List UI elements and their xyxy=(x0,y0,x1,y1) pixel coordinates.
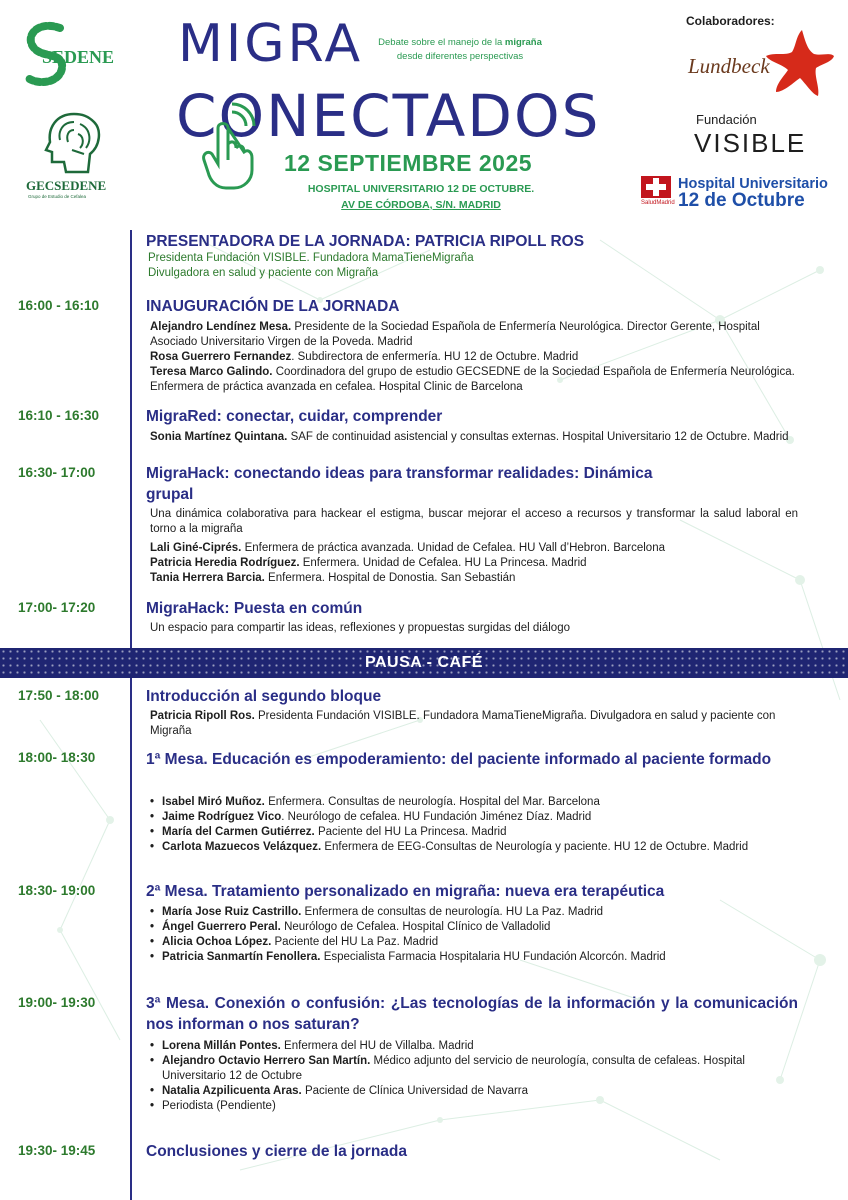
tagline-part1: Debate sobre el manejo de la xyxy=(378,37,505,48)
speaker xyxy=(150,350,798,365)
speaker-desc: Coordinadora del grupo de estudio GECSEDNE de la Sociedad Española de Enfermería Neurológica. Enfermera de práctica avanzada en cefalea. Hospital Clinic de Barcelona xyxy=(150,366,795,393)
speaker-desc: . Subdirectora de enfermería. HU 12 de Octubre. Madrid xyxy=(291,351,579,363)
speaker xyxy=(150,1039,798,1054)
session-time: 18:00- 18:30 xyxy=(18,750,96,765)
hospital-logo-line2: 12 de Octubre xyxy=(678,190,805,211)
speaker-name: Isabel Miró Muñoz. xyxy=(162,796,265,808)
lundbeck-logo: Lundbeck xyxy=(688,54,770,78)
speaker-name: Tania Herrera Barcia. xyxy=(150,572,265,584)
speaker-name: Rosa Guerrero Fernandez xyxy=(150,351,292,363)
salud-madrid-label: SaludMadrid xyxy=(641,200,675,206)
session-time: 16:10 - 16:30 xyxy=(18,408,100,423)
speaker-desc: . Neurólogo de cefalea. HU Fundación Jiménez Díaz. Madrid xyxy=(281,811,592,823)
red-star-icon xyxy=(762,26,838,102)
speaker-list xyxy=(150,1039,798,1114)
gecsedene-logo-text: GECSEDENE xyxy=(26,178,107,193)
cross-vertical xyxy=(653,178,659,196)
session-speakers xyxy=(150,905,798,965)
session-time: 19:00- 19:30 xyxy=(18,995,96,1010)
fundacion-label: Fundación xyxy=(696,112,757,127)
speaker xyxy=(150,541,798,556)
presenter-line1: Presidenta Fundación VISIBLE. Fundadora MamaTieneMigraña xyxy=(148,252,474,264)
session-speakers xyxy=(150,320,798,395)
speaker-desc: Paciente del HU La Paz. Madrid xyxy=(271,936,439,948)
speaker-desc: Enfermera del HU de Villalba. Madrid xyxy=(280,1040,474,1052)
speaker-name: Alejandro Octavio Herrero San Martín. xyxy=(162,1055,371,1067)
session-speakers xyxy=(150,795,798,855)
speaker-desc: Enfermera. Consultas de neurología. Hospital del Mar. Barcelona xyxy=(264,796,600,808)
speaker-desc: Enfermera de EEG-Consultas de Neurología y paciente. HU 12 de Octubre. Madrid xyxy=(321,841,749,853)
speaker xyxy=(150,571,798,586)
speaker-name: Patricia Sanmartín Fenollera. xyxy=(162,951,321,963)
speaker xyxy=(150,840,798,855)
session-title: Conclusiones y cierre de la jornada xyxy=(146,1143,408,1160)
speaker xyxy=(150,365,798,395)
session-speakers xyxy=(150,430,798,445)
event-title-migra: MIGRA xyxy=(178,14,364,74)
hand-pointer-icon xyxy=(202,94,262,194)
session-title: 3ª Mesa. Conexión o confusión: ¿Las tecnologías de la información y la comunicación nos informan o nos saturan? xyxy=(146,995,798,1033)
speaker-desc: Médico adjunto del servicio de neurología, consulta de cefaleas. Hospital Universitario 12 de Octubre xyxy=(162,1055,745,1082)
speaker xyxy=(150,795,798,810)
speaker-name: Natalia Azpilicuenta Aras. xyxy=(162,1085,302,1097)
session-speakers xyxy=(150,1039,798,1114)
speaker-name: Ángel Guerrero Peral. xyxy=(162,921,281,933)
event-venue xyxy=(262,181,580,213)
speaker-list xyxy=(150,795,798,855)
session-title: MigraHack: Puesta en común xyxy=(146,600,363,617)
speaker-list xyxy=(150,905,798,965)
speaker xyxy=(150,1099,798,1114)
speaker-desc: Enfermera de consultas de neurología. HU La Paz. Madrid xyxy=(301,906,604,918)
session-time: 16:00 - 16:10 xyxy=(18,298,100,313)
session-title: INAUGURACIÓN DE LA JORNADA xyxy=(146,298,400,315)
event-date: 12 SEPTIEMBRE 2025 xyxy=(284,150,533,176)
speaker xyxy=(150,709,798,739)
coffee-break-band xyxy=(0,648,848,678)
speaker-desc: Paciente del HU La Princesa. Madrid xyxy=(314,826,507,838)
session-title: Introducción al segundo bloque xyxy=(146,688,382,705)
speaker xyxy=(150,935,798,950)
speaker xyxy=(150,905,798,920)
speaker-desc: Presidente de la Sociedad Española de Enfermería Neurológica. Director Gerente, Hospital Asociado Universitario Virgen de la Poveda. Madrid xyxy=(150,321,760,348)
sponsors-title: Colaboradores: xyxy=(686,14,775,28)
tagline-part2: desde diferentes perspectivas xyxy=(396,51,524,62)
session-intro: Una dinámica colaborativa para hackear el estigma, buscar mejorar el acceso a recursos y transformar la salud laboral en torno a la migraña xyxy=(150,508,798,535)
session-intro: Un espacio para compartir las ideas, reflexiones y propuestas surgidas del diálogo xyxy=(150,622,570,634)
speaker-desc: Presidenta Fundación VISIBLE. Fundadora MamaTieneMigraña. Divulgadora en salud y paciente con Migraña xyxy=(150,710,776,737)
speaker-desc: Enfermera de práctica avanzada. Unidad de Cefalea. HU Vall d’Hebron. Barcelona xyxy=(241,542,665,554)
gecsedene-logo xyxy=(26,110,122,202)
event-tagline xyxy=(360,36,560,64)
speaker-name: Lali Giné-Ciprés. xyxy=(150,542,242,554)
timeline-line-top xyxy=(130,230,132,648)
gecsedene-logo-subtitle: Grupo de Estudio de Cefalea xyxy=(28,194,87,199)
session-title: MigraRed: conectar, cuidar, comprender xyxy=(146,408,443,425)
speaker xyxy=(150,1054,798,1084)
speaker-desc: Periodista (Pendiente) xyxy=(162,1100,276,1112)
speaker-name: María del Carmen Gutiérrez. xyxy=(162,826,315,838)
speaker xyxy=(150,950,798,965)
session-speakers xyxy=(150,541,798,586)
salud-madrid-cross-icon xyxy=(641,176,671,198)
speaker xyxy=(150,556,798,571)
session-title: MigraHack: conectando ideas para transformar realidades: Dinámica grupal xyxy=(146,465,653,503)
speaker-desc: Enfermera. Hospital de Donostia. San Sebastián xyxy=(264,572,516,584)
speaker xyxy=(150,320,798,350)
presenter-title: PRESENTADORA DE LA JORNADA: PATRICIA RIPOLL ROS xyxy=(146,233,585,250)
hospital-logo-line1: Hospital Universitario xyxy=(678,176,828,192)
session-time: 17:50 - 18:00 xyxy=(18,688,100,703)
presenter-line2: Divulgadora en salud y paciente con Migraña xyxy=(148,267,379,279)
sedene-logo xyxy=(18,20,122,90)
venue-address-link[interactable]: AV DE CÓRDOBA, S/N. MADRID xyxy=(341,199,501,211)
speaker-desc: SAF de continuidad asistencial y consultas externas. Hospital Universitario 12 de Octubre. Madrid xyxy=(287,431,789,443)
speaker-desc: Enfermera. Unidad de Cefalea. HU La Princesa. Madrid xyxy=(299,557,587,569)
coffee-break-label: PAUSA - CAFÉ xyxy=(365,654,483,671)
speaker-name: Alejandro Lendínez Mesa. xyxy=(150,321,292,333)
speaker-desc: Paciente de Clínica Universidad de Navarra xyxy=(301,1085,529,1097)
speaker-name: Patricia Ripoll Ros. xyxy=(150,710,255,722)
visible-logo: VISIBLE xyxy=(694,128,807,158)
tagline-bold: migraña xyxy=(504,37,542,48)
head-maze-icon xyxy=(44,110,104,176)
session-title: 2ª Mesa. Tratamiento personalizado en migraña: nueva era terapéutica xyxy=(146,883,665,900)
speaker-name: María Jose Ruiz Castrillo. xyxy=(162,906,302,918)
session-time: 17:00- 17:20 xyxy=(18,600,96,615)
speaker-name: Patricia Heredia Rodríguez. xyxy=(150,557,300,569)
speaker-name: Teresa Marco Galindo. xyxy=(150,366,273,378)
speaker-desc: Neurólogo de Cefalea. Hospital Clínico de Valladolid xyxy=(280,921,551,933)
timeline-line-bottom xyxy=(130,678,132,1200)
speaker-name: Alicia Ochoa López. xyxy=(162,936,272,948)
venue-line1: HOSPITAL UNIVERSITARIO 12 DE OCTUBRE. xyxy=(307,183,535,195)
speaker-name: Carlota Mazuecos Velázquez. xyxy=(162,841,322,853)
speaker xyxy=(150,1084,798,1099)
speaker xyxy=(150,825,798,840)
session-time: 18:30- 19:00 xyxy=(18,883,96,898)
speaker-name: Jaime Rodríguez Vico xyxy=(162,811,282,823)
speaker xyxy=(150,810,798,825)
speaker xyxy=(150,920,798,935)
session-title: 1ª Mesa. Educación es empoderamiento: del paciente informado al paciente formado xyxy=(146,751,772,768)
sedene-logo-text: SEDENE xyxy=(42,47,115,67)
speaker-name: Lorena Millán Pontes. xyxy=(162,1040,281,1052)
session-time: 19:30- 19:45 xyxy=(18,1143,96,1158)
session-time: 16:30- 17:00 xyxy=(18,465,96,480)
session-speakers xyxy=(150,709,798,739)
speaker xyxy=(150,430,798,445)
speaker-name: Sonia Martínez Quintana. xyxy=(150,431,288,443)
event-title-conectados: CONECTADOS xyxy=(176,82,601,150)
speaker-desc: Especialista Farmacia Hospitalaria HU Fundación Alcorcón. Madrid xyxy=(320,951,666,963)
